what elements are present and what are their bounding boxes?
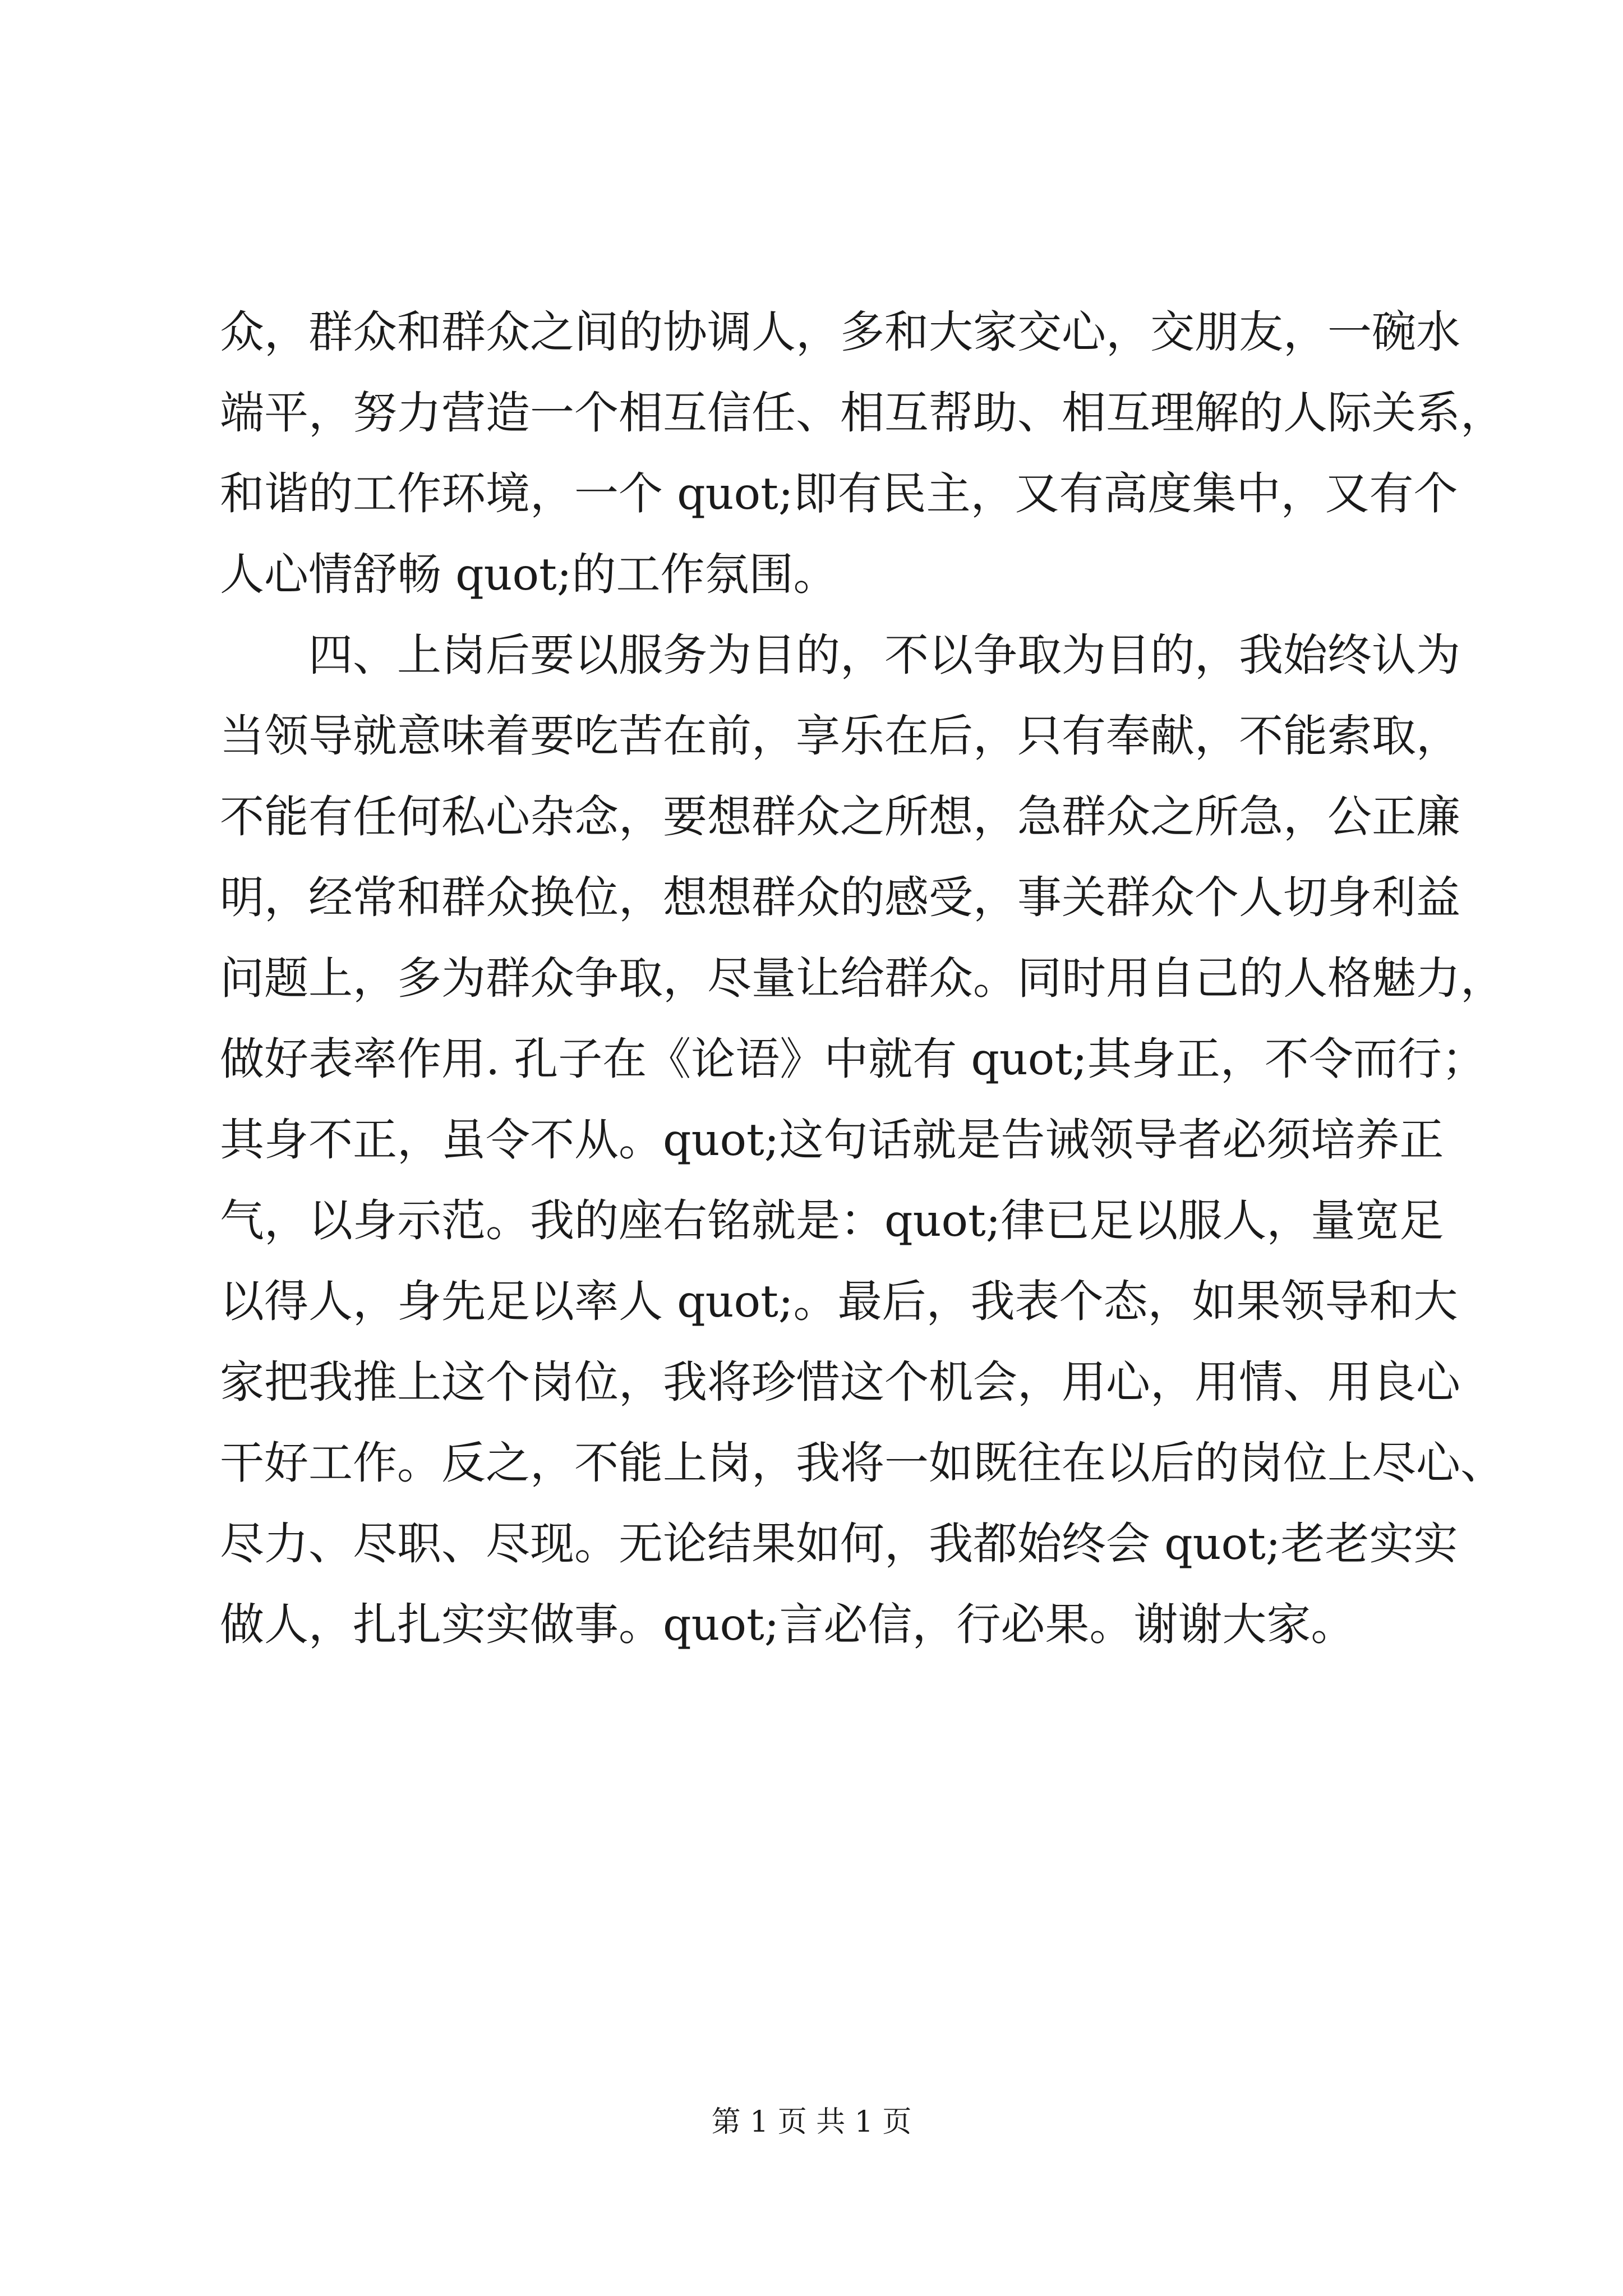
text-line: 尽力、尽职、尽现。无论结果如何，我都始终会 quot;老老实实 — [220, 1518, 1458, 1570]
text-line: 人心情舒畅 quot;的工作氛围。 — [220, 549, 838, 600]
text-line: 家把我推上这个岗位，我将珍惜这个机会，用心，用情、用良心 — [220, 1356, 1460, 1408]
text-line: 当领导就意味着要吃苦在前，享乐在后，只有奉献，不能索取， — [220, 710, 1460, 762]
text-line: 以得人，身先足以率人 quot;。最后，我表个态，如果领导和大 — [220, 1276, 1458, 1327]
text-line: 不能有任何私心杂念，要想群众之所想，急群众之所急，公正廉 — [220, 791, 1460, 843]
text-line: 做好表率作用. 孔子在《论语》中就有 quot;其身正，不令而行； — [220, 1033, 1486, 1085]
text-line: 干好工作。反之，不能上岗，我将一如既往在以后的岗位上尽心、 — [220, 1437, 1505, 1489]
text-line: 明，经常和群众换位，想想群众的感受，事关群众个人切身利益 — [220, 872, 1460, 923]
text-line: 四、上岗后要以服务为目的，不以争取为目的，我始终认为 — [220, 629, 1460, 681]
text-line: 众，群众和群众之间的协调人，多和大家交心，交朋友，一碗水 — [220, 306, 1460, 358]
text-line: 和谐的工作环境，一个 quot;即有民主，又有高度集中，又有个 — [220, 468, 1458, 519]
text-line: 端平，努力营造一个相互信任、相互帮助、相互理解的人际关系， — [220, 387, 1505, 439]
text-line: 问题上，多为群众争取，尽量让给群众。同时用自己的人格魅力， — [220, 953, 1505, 1004]
page-footer: 第 1 页 共 1 页 — [711, 2105, 912, 2139]
text-line: 气，以身示范。我的座右铭就是：quot;律已足以服人，量宽足 — [220, 1195, 1444, 1246]
body-text — [220, 292, 1505, 1665]
text-line: 做人，扎扎实实做事。quot;言必信，行必果。谢谢大家。 — [220, 1599, 1355, 1650]
text-line: 其身不正，虽令不从。quot;这句话就是告诫领导者必须培养正 — [220, 1114, 1444, 1166]
